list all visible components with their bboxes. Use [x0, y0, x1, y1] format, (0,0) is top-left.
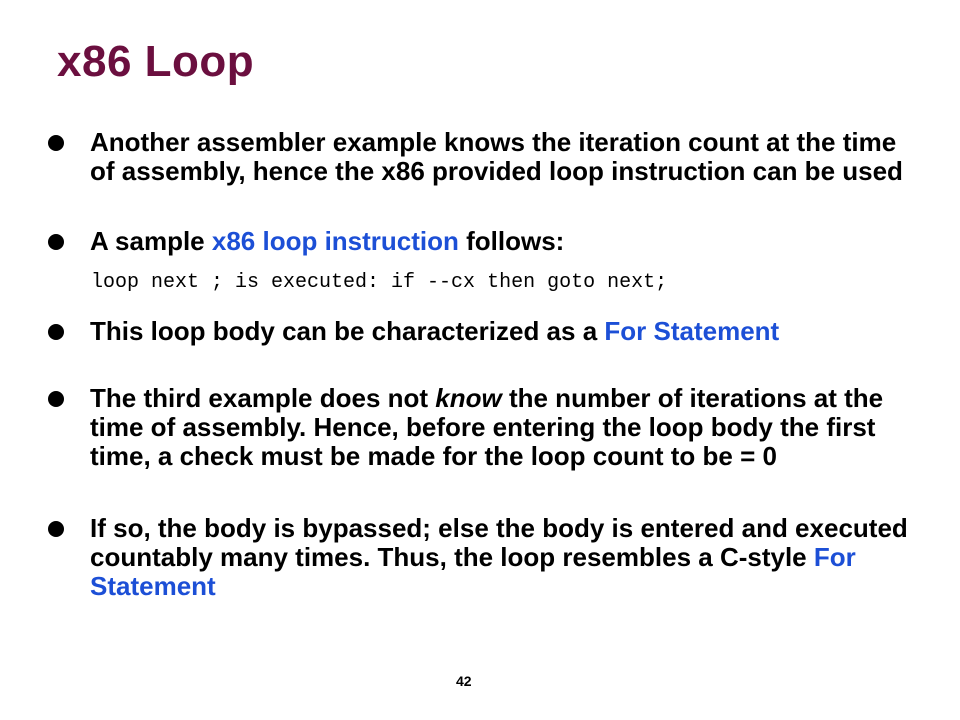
emphasized-word: know: [435, 383, 502, 413]
bullet-text-after: the number of iterations at the time of assembly. Hence, before entering the loop body the first time, a check must be made for the loop count to be = 0: [90, 383, 884, 471]
bullet-text-before: A sample: [90, 226, 212, 256]
bullet-text-before: If so, the body is bypassed; else the body is entered and executed countably many times. Thus, the loop resembles a C-style: [90, 513, 908, 572]
bullet-dot-icon: [48, 324, 64, 340]
page-number: 42: [456, 673, 472, 689]
bullet-text: Another assembler example knows the iteration count at the time of assembly, hence the x86 provided loop instruction can be used: [90, 127, 903, 186]
bullet-text: [90, 317, 920, 346]
highlighted-term: x86 loop instruction: [211, 226, 459, 256]
code-example: loop next ; is executed: if --cx then goto next;: [91, 271, 668, 294]
bullet-dot-icon: [48, 234, 64, 250]
bullet-item: [40, 384, 920, 471]
bullet-dot-icon: [48, 135, 64, 151]
bullet-item: [40, 317, 920, 346]
bullet-text-before: The third example does not: [90, 383, 436, 413]
highlighted-term: For Statement: [604, 316, 780, 346]
bullet-item: [40, 128, 920, 186]
bullet-dot-icon: [48, 521, 64, 537]
bullet-text-after: follows:: [458, 226, 565, 256]
bullet-item: [40, 227, 920, 256]
highlighted-term: For Statement: [90, 542, 856, 601]
bullet-dot-icon: [48, 391, 64, 407]
bullet-item: [40, 514, 920, 601]
bullet-text: [90, 384, 920, 471]
bullet-text: [90, 227, 920, 256]
bullet-text-before: This loop body can be characterized as a: [90, 316, 605, 346]
slide-title: x86 Loop: [57, 37, 255, 86]
bullet-text: [90, 514, 920, 601]
